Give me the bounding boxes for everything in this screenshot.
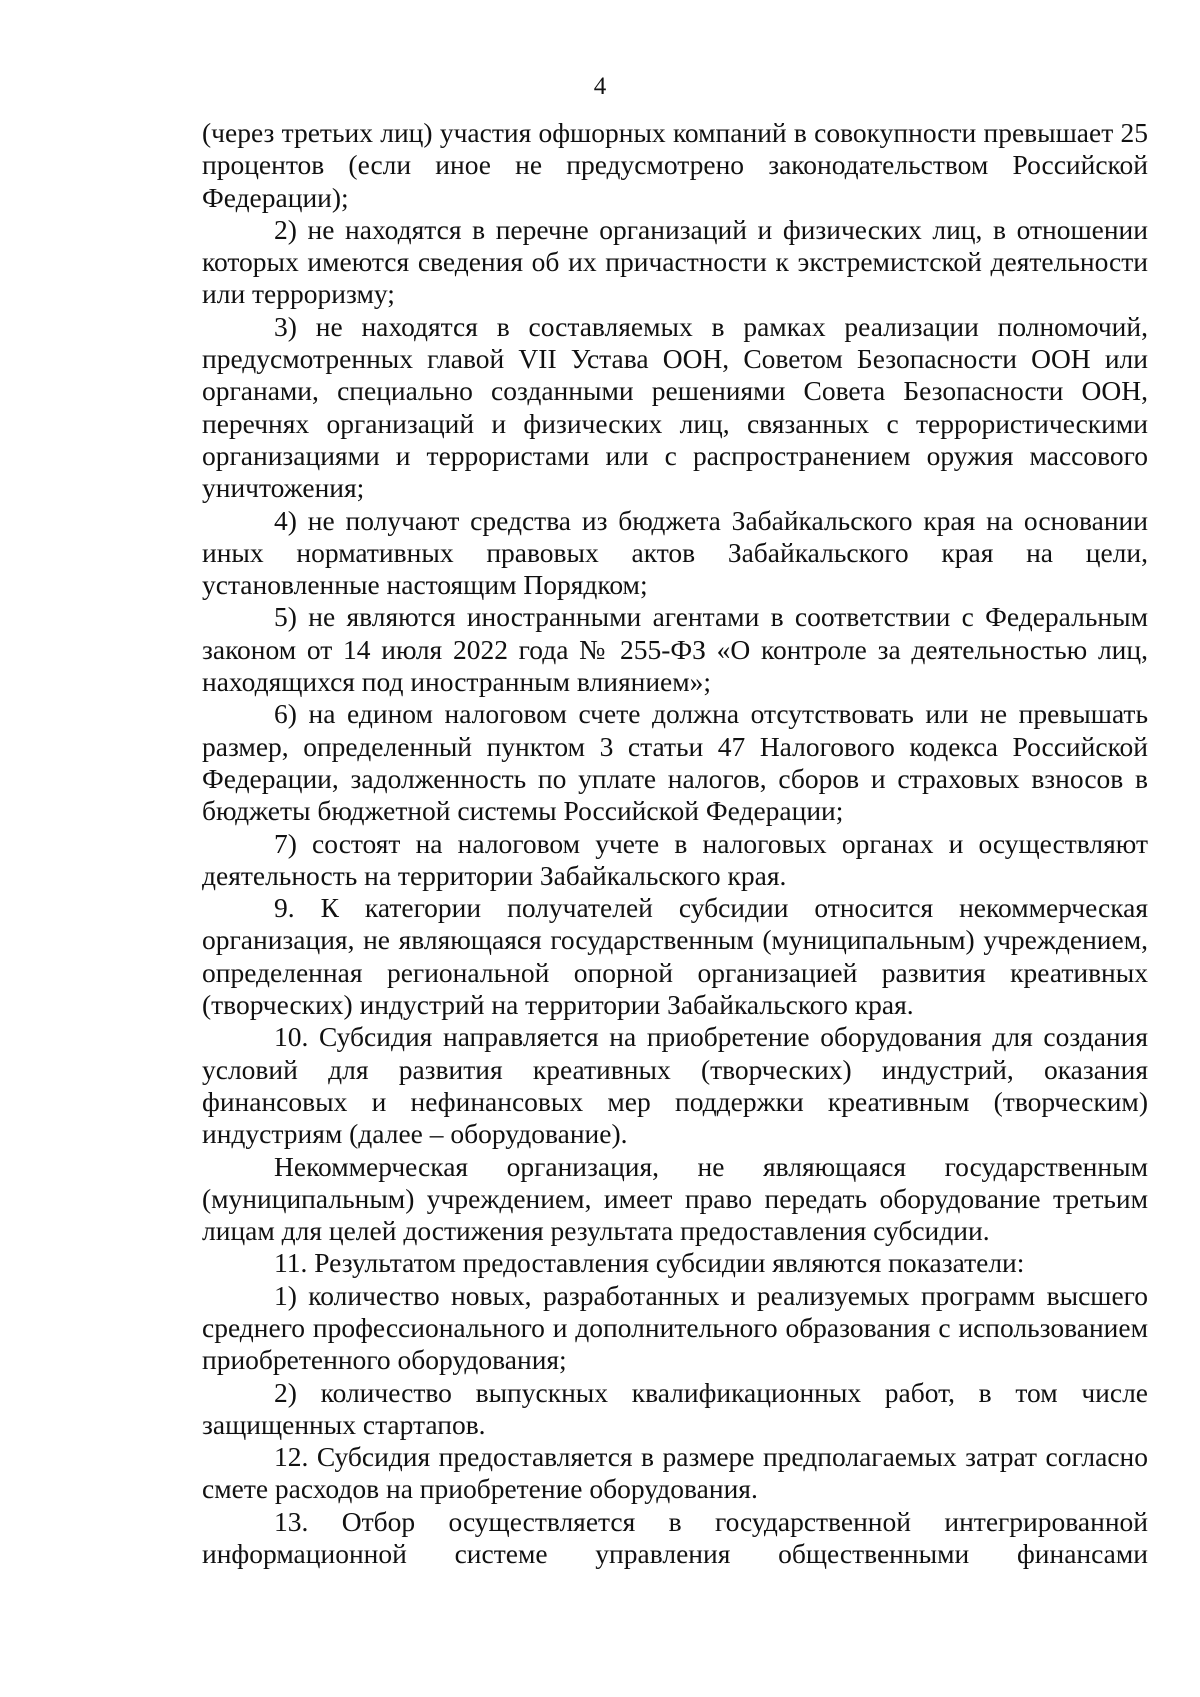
paragraph-section-10: 10. Субсидия направляется на приобретение оборудования для создания условий для развития креативных (творческих) индустрий, оказания финансовых и нефинансовых мер поддержки креативным (творческим) индустриям (далее – оборудование).	[202, 1021, 1148, 1150]
paragraph-transfer-equipment: Некоммерческая организация, не являющаяся государственным (муниципальным) учреждением, имеет право передать оборудование третьим лицам для целей достижения результата предоставления субсидии.	[202, 1150, 1148, 1247]
paragraph-section-13: 13. Отбор осуществляется в государственной интегрированной информационной системе управления общественными финансами	[202, 1505, 1148, 1570]
document-body	[202, 117, 1148, 1570]
paragraph-item-3-un-lists: 3) не находятся в составляемых в рамках реализации полномочий, предусмотренных главой VII Устава ООН, Советом Безопасности ООН или органами, специально созданными решениями Совета Безопасности ООН, перечнях организаций и физических лиц, связанных с террористическими организациями и террористами или с распространением оружия массового уничтожения;	[202, 310, 1148, 504]
paragraph-indicator-1: 1) количество новых, разработанных и реализуемых программ высшего среднего профессионального и дополнительного образования с использованием приобретенного оборудования;	[202, 1279, 1148, 1376]
paragraph-section-9: 9. К категории получателей субсидии относится некоммерческая организация, не являющаяся государственным (муниципальным) учреждением, определенная региональной опорной организацией развития креативных (творческих) индустрий на территории Забайкальского края.	[202, 892, 1148, 1021]
paragraph-item-6-tax-account: 6) на едином налоговом счете должна отсутствовать или не превышать размер, определенный пунктом 3 статьи 47 Налогового кодекса Российской Федерации, задолженность по уплате налогов, сборов и страховых взносов в бюджеты бюджетной системы Российской Федерации;	[202, 698, 1148, 827]
paragraph-item-4-budget-funds: 4) не получают средства из бюджета Забайкальского края на основании иных нормативных правовых актов Забайкальского края на цели, установленные настоящим Порядком;	[202, 504, 1148, 601]
paragraph-offshore-continuation: (через третьих лиц) участия офшорных компаний в совокупности превышает 25 процентов (если иное не предусмотрено законодательством Российской Федерации);	[202, 117, 1148, 213]
paragraph-section-11: 11. Результатом предоставления субсидии являются показатели:	[274, 1247, 1025, 1279]
paragraph-item-5-foreign-agents: 5) не являются иностранными агентами в соответствии с Федеральным законом от 14 июля 2022 года № 255-ФЗ «О контроле за деятельностью лиц, находящихся под иностранным влиянием»;	[202, 601, 1148, 698]
paragraph-item-7-tax-registration: 7) состоят на налоговом учете в налоговых органах и осуществляют деятельность на территории Забайкальского края.	[202, 827, 1148, 891]
page-number: 4	[593, 73, 607, 100]
paragraph-section-12: 12. Субсидия предоставляется в размере предполагаемых затрат согласно смете расходов на приобретение оборудования.	[202, 1441, 1148, 1505]
paragraph-indicator-2: 2) количество выпускных квалификационных работ, в том числе защищенных стартапов.	[202, 1376, 1148, 1440]
paragraph-item-2-extremism-list: 2) не находятся в перечне организаций и физических лиц, в отношении которых имеются сведения об их причастности к экстремистской деятельности или терроризму;	[202, 213, 1148, 310]
